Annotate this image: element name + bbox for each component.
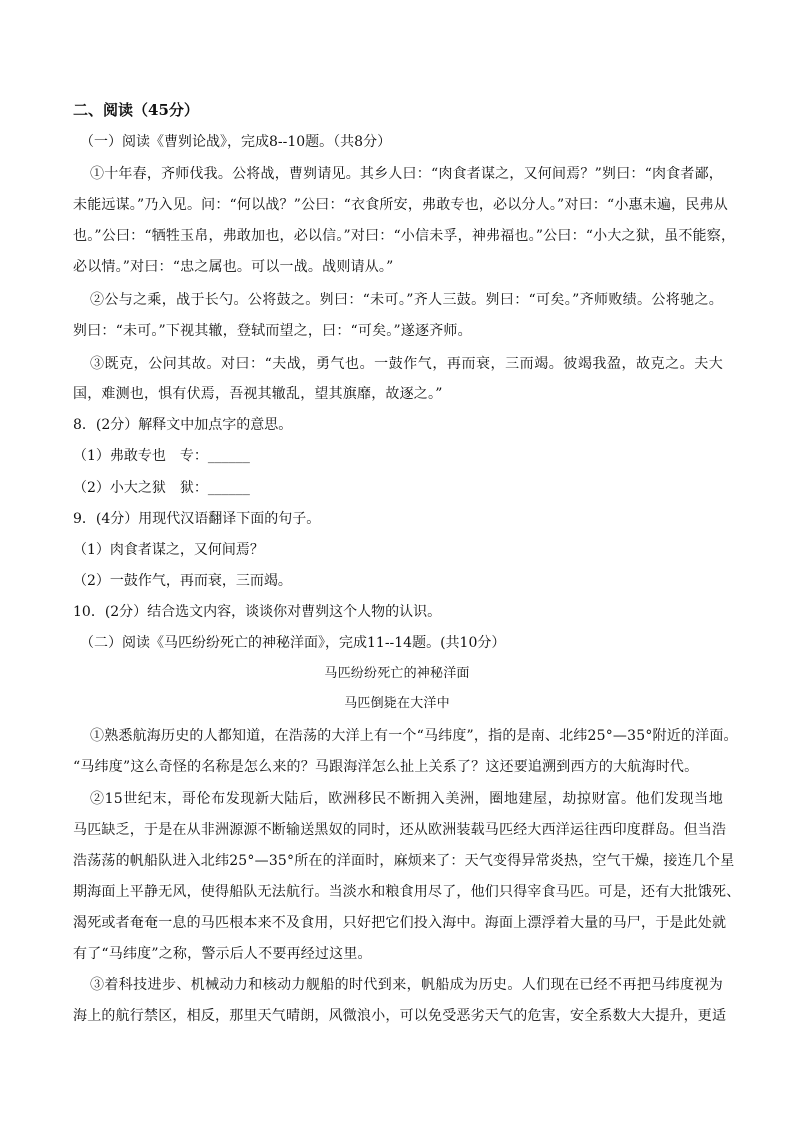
question-8: 8．(2分）解释文中加点字的意思。 [73, 417, 293, 433]
part2-para1-line1: ①熟悉航海历史的人都知道，在浩荡的大洋上有一个“马纬度”，指的是南、北纬25°—35°附近的洋面。 [90, 728, 738, 744]
part1-para1-line4: 必以情。”对曰：“忠之属也。可以一战。战则请从。” [73, 259, 394, 275]
article-subtitle: 马匹倒毙在大洋中 [344, 696, 450, 711]
part1-para2-line2: 刿曰：“未可。”下视其辙，登轼而望之，曰：“可矣。”遂逐齐师。 [73, 323, 472, 339]
part2-para2-line1: ②15世纪末，哥伦布发现新大陆后，欧洲移民不断拥入美洲，圈地建屋，劫掠财富。他们发现当地 [90, 791, 723, 807]
part2-para3-line2: 海上的航行禁区，相反，那里天气晴朗，风微浪小，可以免受恶劣天气的危害，安全系数大大提升，更适 [73, 1008, 727, 1024]
question-9-item-2: （2）一鼓作气，再而衰，三而竭。 [73, 573, 292, 589]
part1-para3-line1: ③既克，公问其故。对曰：“夫战，勇气也。一鼓作气，再而衰，三而竭。彼竭我盈，故克之。夫大 [90, 356, 723, 372]
part1-para1-line1: ①十年春，齐师伐我。公将战，曹刿请见。其乡人曰：“肉食者谋之，又何间焉？”刿曰：“肉食者鄙， [90, 166, 723, 182]
question-10: 10．(2分）结合选文内容，谈谈你对曹刿这个人物的认识。 [73, 604, 442, 620]
question-9: 9．(4分）用现代汉语翻译下面的句子。 [73, 511, 321, 527]
part2-para3-line1: ③着科技进步、机械动力和核动力舰船的时代到来，帆船成为历史。人们现在已经不再把马纬度视为 [90, 977, 723, 993]
part1-para2-line1: ②公与之乘，战于长勺。公将鼓之。刿曰：“未可。”齐人三鼓。刿曰：“可矣。”齐师败绩。公将驰之。 [90, 292, 723, 308]
part1-para1-line2: 未能远谋。”乃入见。问：“何以战？”公曰：“衣食所安，弗敢专也，必以分人。”对曰：“小惠未遍，民弗从 [73, 197, 728, 213]
article-title: 马匹纷纷死亡的神秘洋面 [324, 666, 470, 681]
section-heading: 二、阅读（45分） [73, 101, 199, 119]
part2-heading: （二）阅读《马匹纷纷死亡的神秘洋面》，完成11--14题。(共10分） [80, 635, 506, 651]
part1-heading: （一）阅读《曹刿论战》，完成8--10题。（共8分） [80, 134, 392, 150]
question-8-item-2: （2）小大之狱 狱：______ [73, 480, 250, 496]
part2-para1-line2: “马纬度”这么奇怪的名称是怎么来的？马跟海洋怎么扯上关系了？这还要追溯到西方的大航海时代。 [73, 759, 699, 775]
part2-para2-line4: 期海面上平静无风，使得船队无法航行。当淡水和粮食用尽了，他们只得宰食马匹。可是，还有大批饿死、 [73, 884, 741, 900]
part2-para2-line5: 渴死或者奄奄一息的马匹根本来不及食用，只好把它们投入海中。海面上漂浮着大量的马尸，于是此处就 [73, 915, 727, 931]
part2-para2-line3: 浩荡荡的帆船队进入北纬25°—35°所在的洋面时，麻烦来了：天气变得异常炎热，空气干燥，接连几个星 [73, 853, 735, 869]
question-9-item-1: （1）肉食者谋之，又何间焉？ [73, 542, 264, 558]
part1-para3-line2: 国，难测也，惧有伏焉，吾视其辙乱，望其旗靡，故逐之。” [73, 386, 443, 402]
part1-para1-line3: 也。”公曰：“牺牲玉帛，弗敢加也，必以信。”对曰：“小信未孚，神弗福也。”公曰：“小大之狱，虽不能察， [73, 228, 736, 244]
part2-para2-line2: 马匹缺乏，于是在从非洲源源不断输送黑奴的同时，还从欧洲装载马匹经大西洋运往西印度群岛。但当浩 [73, 822, 727, 838]
question-8-item-1: （1）弗敢专也 专：______ [73, 448, 250, 464]
part2-para2-line6: 有了“马纬度”之称，警示后人不要再经过这里。 [73, 946, 372, 962]
